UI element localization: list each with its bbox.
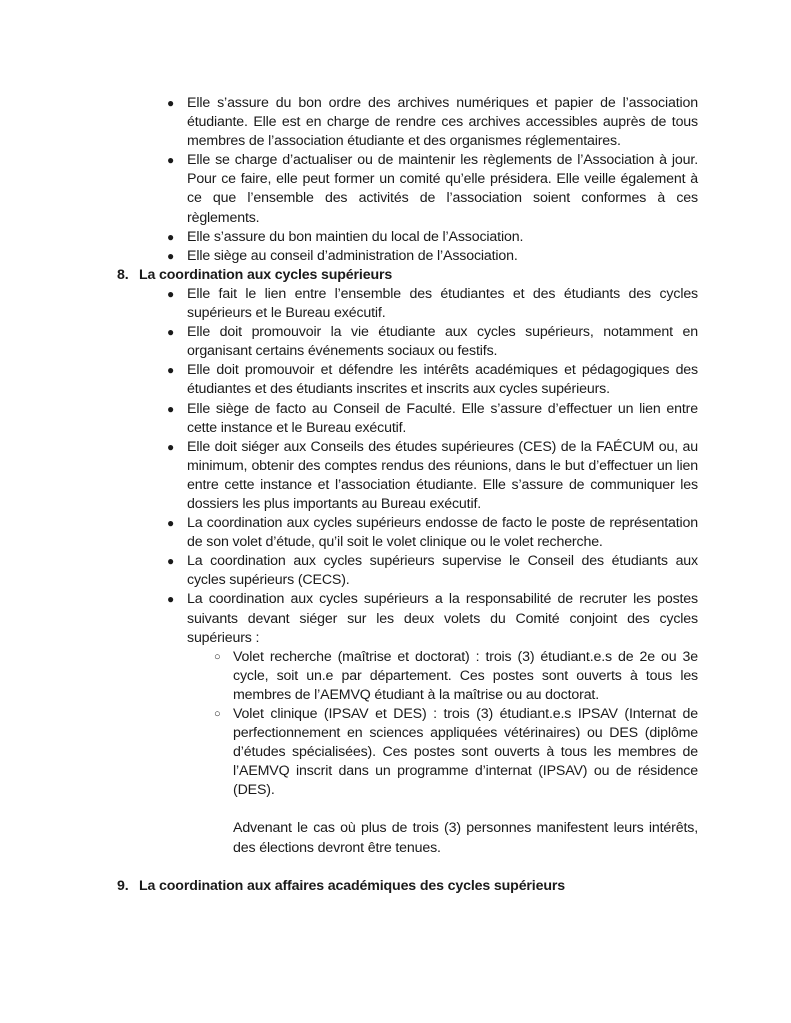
bullet-icon: ● [167,286,175,301]
section-8-bullet-list [117,285,698,801]
list-item [167,400,698,438]
document-content [117,94,698,896]
bullet-icon: ● [167,592,175,607]
bullet-icon: ● [167,439,175,454]
list-item-text: La coordination aux cycles supérieurs supervise le Conseil des étudiants aux cycles supérieurs (CECS). [187,553,698,589]
committee-sub-bullet-list [187,648,698,801]
list-item-text: Elle se charge d’actualiser ou de maintenir les règlements de l’Association à jour. Pour ce faire, elle peut former un comité qu’elle présidera. Elle veille également à ce que l’ensemble des activités de l’association soient conformes à ces règlements. [187,152,698,226]
list-item [167,151,698,227]
section-8-heading [117,266,698,285]
circle-bullet-icon: ○ [214,650,221,663]
list-item-text: Elle s’assure du bon ordre des archives numériques et papier de l’association étudiante. Elle est en charge de rendre ces archives accessibles auprès de tous membres de l’association étudiante et des organismes réglementaires. [187,95,698,150]
list-item [167,361,698,399]
list-item-text: Elle doit promouvoir et défendre les intérêts académiques et pédagogiques des étudiantes et des étudiants inscrites et inscrits aux cycles supérieurs. [187,362,698,398]
section-8-number: 8. [117,266,129,283]
list-item [167,285,698,323]
bullet-icon: ● [167,325,175,340]
bullet-icon: ● [167,153,175,168]
list-item-text: La coordination aux cycles supérieurs a la responsabilité de recruter les postes suivants devant siéger sur les deux volets du Comité conjoint des cycles supérieurs : [187,591,698,646]
section-8-title: La coordination aux cycles supérieurs [139,266,393,283]
section-9-heading [117,877,698,896]
circle-bullet-icon: ○ [214,708,221,720]
list-item [167,94,698,151]
bullet-icon: ● [167,554,175,569]
bullet-icon: ● [167,363,175,378]
section-9-number: 9. [117,877,129,894]
list-item-text: Elle siège de facto au Conseil de Faculté. Elle s’assure d’effectuer un lien entre cette instance et le Bureau exécutif. [187,400,698,436]
list-item [167,247,698,266]
list-item [167,552,698,590]
sub-list-item [214,648,698,705]
sub-list-item-text: Volet clinique (IPSAV et DES) : trois (3) étudiant.e.s IPSAV (Internat de perfectionnement en sciences appliquées vétérinaires) ou DES (diplôme d’études spécialisées). Ces postes sont ouverts à tous les membres de l’AEMVQ inscrit dans un programme d’internat (IPSAV) ou de résidence (DES). [233,706,698,799]
section-7-bullet-list [117,94,698,266]
list-item-text: Elle siège au conseil d’administration de l’Association. [187,247,518,264]
list-item [167,228,698,247]
bullet-icon: ● [167,96,175,110]
sub-list-item-text: Volet recherche (maîtrise et doctorat) : trois (3) étudiant.e.s de 2e ou 3e cycle, soit un.e par département. Ces postes sont ouverts à tous les membres de l’AEMVQ étudiant à la maîtrise ou au doctorat. [233,648,698,703]
section-9-title: La coordination aux affaires académiques des cycles supérieurs [139,877,565,894]
sub-list-item [214,705,698,800]
bullet-icon: ● [167,248,175,263]
paragraph-spacer [117,800,698,819]
list-item-text: Elle fait le lien entre l’ensemble des étudiantes et des étudiants des cycles supérieurs et le Bureau exécutif. [187,285,698,322]
bullet-icon: ● [167,516,175,531]
bullet-icon: ● [167,401,175,416]
list-item [167,438,698,514]
list-item [167,323,698,361]
list-item-text: Elle doit siéger aux Conseils des études supérieures (CES) de la FAÉCUM ou, au minimum, obtenir des comptes rendus des réunions, dans le but d’effectuer un lien entre cette instance et l’association étudiante. Elle s’assure de communiquer les dossiers les plus importants au Bureau exécutif. [187,438,698,512]
bullet-icon: ● [167,229,175,244]
list-item [167,590,698,800]
list-item-text: Elle doit promouvoir la vie étudiante aux cycles supérieurs, notamment en organisant certains événements sociaux ou festifs. [187,324,698,360]
election-note: Advenant le cas où plus de trois (3) personnes manifestent leurs intérêts, des élections devront être tenues. [233,820,698,856]
list-item [167,514,698,552]
list-item-text: Elle s’assure du bon maintien du local de l’Association. [187,228,524,245]
list-item-text: La coordination aux cycles supérieurs endosse de facto le poste de représentation de son volet d’étude, qu’il soit le volet clinique ou le volet recherche. [187,515,698,551]
